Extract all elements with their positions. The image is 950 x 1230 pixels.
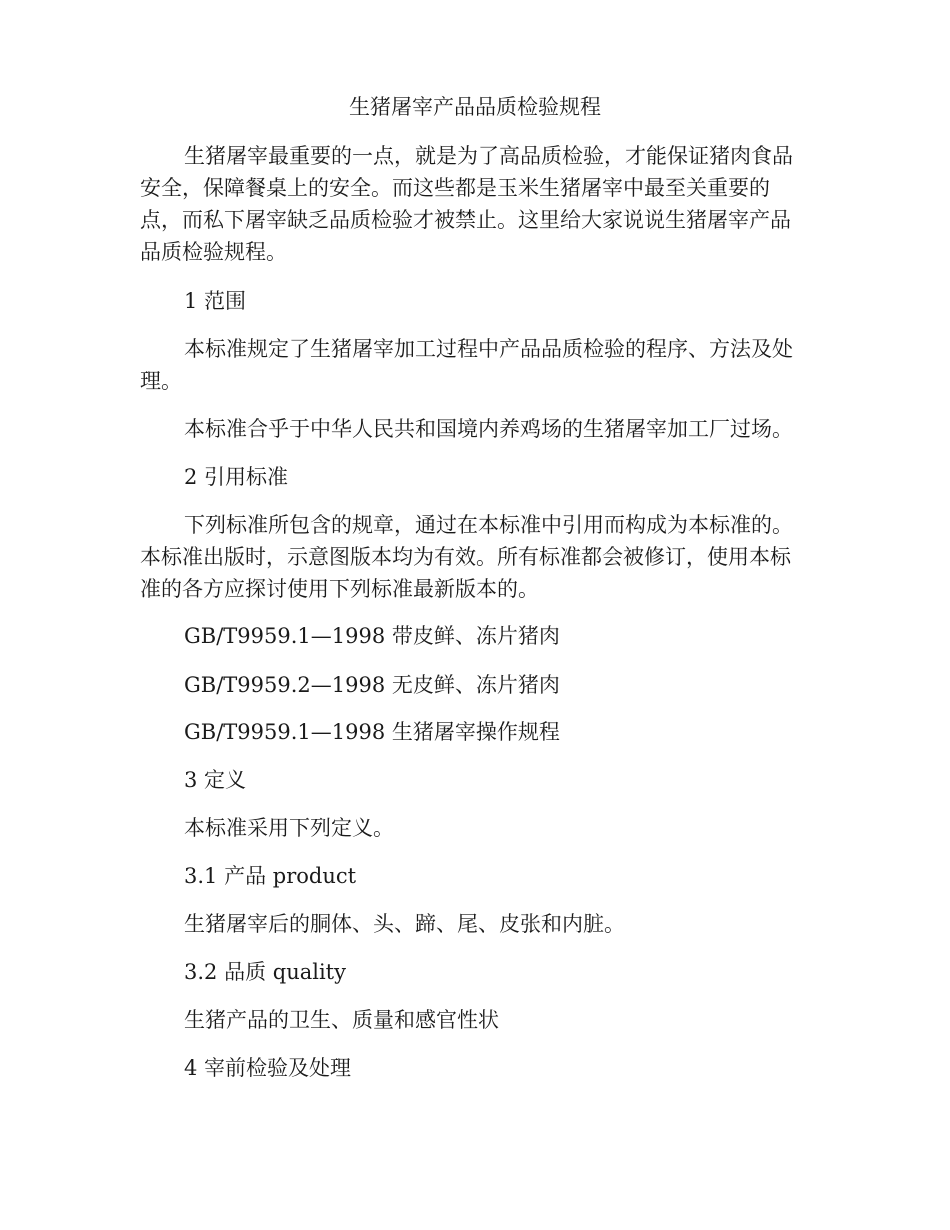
section-heading-references: 2 引用标准: [184, 465, 289, 489]
reference-item-3: GB/T9959.1—1998 生猪屠宰操作规程: [184, 720, 560, 744]
definition-heading-quality: 3.2 品质 quality: [184, 960, 346, 984]
definition-text-quality: 生猪产品的卫生、质量和感官性状: [184, 1008, 499, 1032]
scope-paragraph-1: 本标准规定了生猪屠宰加工过程中产品品质检验的程序、方法及处理。: [140, 337, 793, 393]
section-heading-scope: 1 范围: [184, 289, 247, 313]
scope-paragraph-2: 本标准合乎于中华人民共和国境内养鸡场的生猪屠宰加工厂过场。: [184, 417, 793, 441]
reference-item-2: GB/T9959.2—1998 无皮鲜、冻片猪肉: [184, 673, 560, 697]
section-heading-definitions: 3 定义: [184, 768, 247, 792]
definition-text-product: 生猪屠宰后的胴体、头、蹄、尾、皮张和内脏。: [184, 912, 625, 936]
document-title: 生猪屠宰产品品质检验规程: [349, 95, 601, 119]
definition-heading-product: 3.1 产品 product: [184, 864, 357, 888]
reference-item-1: GB/T9959.1—1998 带皮鲜、冻片猪肉: [184, 624, 560, 648]
definitions-intro: 本标准采用下列定义。: [184, 816, 394, 840]
section-heading-pre-slaughter: 4 宰前检验及处理: [184, 1056, 352, 1080]
intro-paragraph: 生猪屠宰最重要的一点，就是为了高品质检验，才能保证猪肉食品安全，保障餐桌上的安全。而这些都是玉米生猪屠宰中最至关重要的点，而私下屠宰缺乏品质检验才被禁止。这里给大家说说生猪屠宰产品品质检验规程。: [140, 144, 793, 264]
references-paragraph: 下列标准所包含的规章，通过在本标准中引用而构成为本标准的。本标准出版时，示意图版本均为有效。所有标准都会被修订，使用本标准的各方应探讨使用下列标准最新版本的。: [140, 513, 793, 601]
